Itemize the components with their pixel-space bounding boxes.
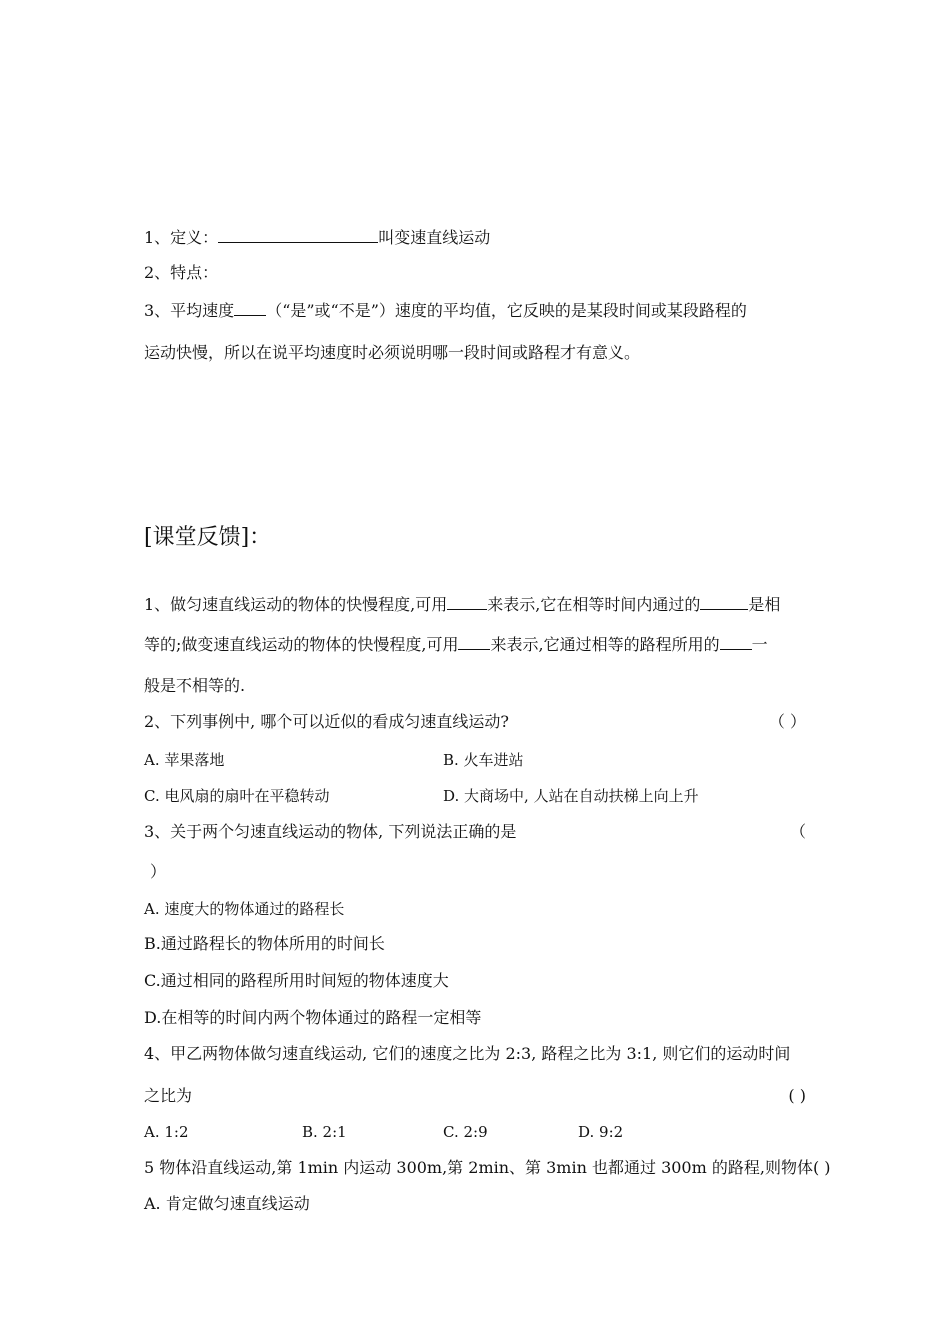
q3-option-c[interactable]: C.通过相同的路程所用时间短的物体速度大 (144, 971, 449, 990)
definition-blank[interactable] (218, 227, 378, 243)
q4-option-a[interactable]: A. 1:2 (144, 1123, 189, 1141)
q3-option-d[interactable]: D.在相等的时间内两个物体通过的路程一定相等 (144, 1008, 482, 1027)
q1-line-1: 1、做匀速直线运动的物体的快慢程度,可用 来表示,它在相等时间内通过的 是相 (144, 595, 781, 614)
q3-stem: 3、关于两个匀速直线运动的物体, 下列说法正确的是 (144, 822, 517, 841)
q4-stem-line-2: 之比为 (144, 1086, 193, 1105)
q5-option-a[interactable]: A. 肯定做匀速直线运动 (144, 1194, 310, 1213)
q3-option-a[interactable]: A. 速度大的物体通过的路程长 (144, 900, 345, 918)
q4-stem-line-1: 4、甲乙两物体做匀速直线运动, 它们的速度之比为 2:3, 路程之比为 3:1, 则它们的运动时间 (144, 1044, 791, 1063)
q1-blank-1[interactable] (447, 594, 487, 610)
q1-blank-4[interactable] (720, 634, 752, 650)
q1-line-2: 等的;做变速直线运动的物体的快慢程度,可用 来表示,它通过相等的路程所用的 一 (144, 635, 768, 654)
q4-answer-paren[interactable]: ( ) (788, 1086, 806, 1105)
q1-line-3: 般是不相等的. (144, 676, 246, 695)
q1-blank-2[interactable] (700, 594, 748, 610)
q2-option-a[interactable]: A. 苹果落地 (144, 751, 225, 769)
q2-option-c[interactable]: C. 电风扇的扇叶在平稳转动 (144, 787, 330, 805)
q3-answer-paren-close: ） (150, 862, 167, 881)
q2-option-b[interactable]: B. 火车进站 (443, 751, 524, 769)
average-speed-line-2: 运动快慢，所以在说平均速度时必须说明哪一段时间或路程才有意义。 (144, 343, 641, 362)
q4-option-c[interactable]: C. 2:9 (443, 1123, 488, 1141)
feedback-heading: [课堂反馈]： (144, 525, 272, 550)
feature-line: 2、特点： (144, 263, 219, 282)
average-speed-line: 3、平均速度 （“是”或“不是”）速度的平均值，它反映的是某段时间或某段路程的 (144, 301, 747, 320)
definition-line: 1、定义： 叫变速直线运动 (144, 228, 491, 247)
q5-stem: 5 物体沿直线运动,第 1min 内运动 300m,第 2min、第 3min 也都通过 300m 的路程,则物体( ) (144, 1158, 831, 1177)
q1-blank-3[interactable] (458, 634, 490, 650)
q4-option-d[interactable]: D. 9:2 (578, 1123, 624, 1141)
q3-answer-paren-open[interactable]: （ (789, 822, 806, 841)
q4-option-b[interactable]: B. 2:1 (302, 1123, 347, 1141)
q2-answer-paren[interactable]: （ ） (768, 712, 806, 731)
q3-option-b[interactable]: B.通过路程长的物体所用的时间长 (144, 934, 385, 953)
q2-option-d[interactable]: D. 大商场中, 人站在自动扶梯上向上升 (443, 787, 699, 805)
average-speed-blank[interactable] (234, 300, 266, 316)
q2-stem: 2、下列事例中, 哪个可以近似的看成匀速直线运动? (144, 712, 509, 731)
